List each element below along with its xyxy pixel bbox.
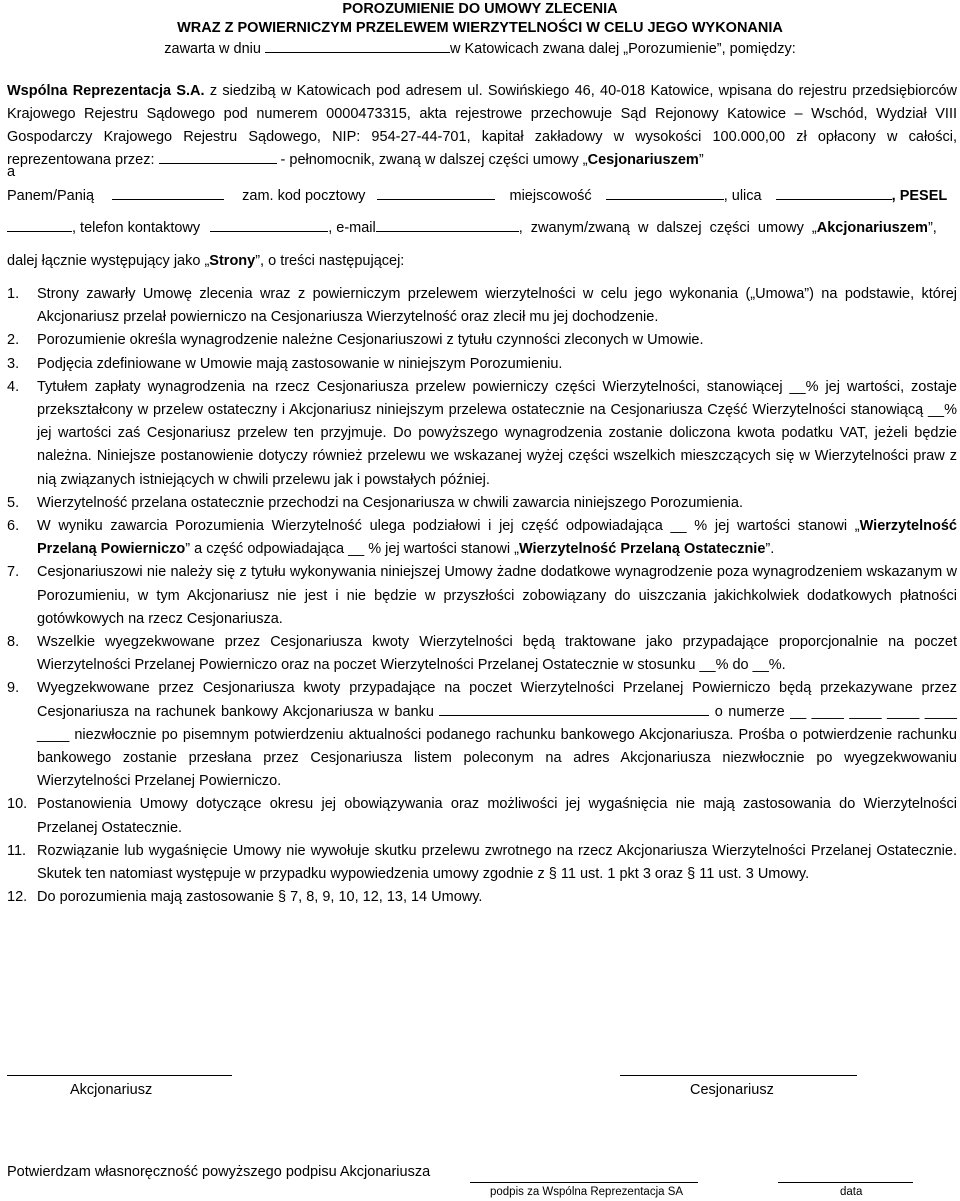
document-title: POROZUMIENIE DO UMOWY ZLECENIA	[342, 1, 618, 17]
term-item	[7, 677, 957, 793]
term-number: 4.	[7, 378, 20, 395]
term-text: Podjęcia zdefiniowane w Umowie mają zastosowanie w niniejszym Porozumieniu.	[37, 355, 563, 372]
term-number: 6.	[7, 518, 20, 535]
term-text: Wszelkie wyegzekwowane przez Cesjonariusza kwoty Wierzytelności będą traktowane jako przypadające proporcjonalnie na poczet Wierzytelności Przelanej Powierniczo oraz na poczet Wierzytelności Przelanej Ostatecznie w stosunku __% do __%.	[37, 634, 957, 674]
party-2-named: , zwanym/zwaną w dalszej części umowy „	[518, 220, 817, 236]
jointly-parties: Strony	[209, 253, 256, 269]
confirmation-text: Potwierdzam własnoręczność powyższego podpisu Akcjonariusza	[7, 1164, 431, 1180]
made-on-place: w Katowicach zwana dalej „Porozumienie”, pomiędzy:	[450, 41, 796, 57]
term-text: W wyniku zawarcia Porozumienia Wierzytelność ulega podziałowi i jej część odpowiadająca __ % jej wartości stanowi „	[37, 518, 860, 535]
made-on-line	[0, 38, 960, 59]
conjunction-a: a	[7, 164, 16, 180]
term-item	[7, 840, 957, 886]
term-text: o numerze __ ____ ____ ____ ____ ____ niezwłocznie po pisemnym potwierdzeniu aktualności podanego rachunku bankowego Akcjonariusza. Prośba o potwierdzenie rachunku bankowego zostanie przesłana przez Cesjonariusza listem poleconym na adres Akcjonariusza niezwłocznie po wyegzekwowaniu Wierzytelności Przelanej Powierniczo.	[37, 703, 957, 790]
term-item	[7, 353, 957, 376]
term-item	[7, 561, 957, 631]
term-item	[7, 515, 957, 561]
party-1-name: Wspólna Reprezentacja S.A.	[7, 83, 205, 99]
term-item	[7, 793, 957, 839]
city-blank-field[interactable]	[606, 185, 724, 200]
party-1-paragraph	[7, 80, 957, 172]
made-on-label: zawarta w dniu	[164, 41, 261, 57]
term-text: Do porozumienia mają zastosowanie § 7, 8, 9, 10, 12, 13, 14 Umowy.	[37, 889, 483, 906]
email-blank-field[interactable]	[376, 217, 519, 232]
date-blank-field[interactable]	[265, 38, 450, 53]
term-number: 3.	[7, 355, 20, 372]
street-blank-field[interactable]	[776, 185, 892, 200]
bank-name-blank-field[interactable]	[439, 701, 709, 716]
term-text: Tytułem zapłaty wynagrodzenia na rzecz Cesjonariusza przelew powierniczy części Wierzytelności, stanowiącej __% jej wartości, zostaje przekształcony w przelew ostateczny i Akcjonariusz niniejszym przelewa ostatecznie na Cesjonariusza Część Wierzytelności stanowiącą __% jej wartości zaś Cesjonariusz przelew ten przyjmuje. Do powyższego wynagrodzenia zostanie doliczona kwota podatku VAT, jeżeli będzie należna. Niniejsze postanowienie dotyczy również przelewu we wskazanej wyżej części wszelkich mieszczących się w Wierzytelności praw z nią związanych istniejących w chwili przelewu jak i powstałych później.	[37, 378, 957, 488]
term-item	[7, 283, 957, 329]
jointly-line	[7, 250, 957, 273]
jointly-text: dalej łącznie występujący jako „	[7, 253, 210, 269]
name-blank-field[interactable]	[112, 185, 224, 200]
term-item	[7, 329, 957, 352]
postal-code-label: zam. kod pocztowy	[242, 188, 366, 204]
term-text: Porozumienie określa wynagrodzenie należne Cesjonariuszowi z tytułu czynności zleconych w Umowie.	[37, 332, 704, 349]
confirmation-signature-label: podpis za Wspólna Reprezentacja SA	[490, 1186, 684, 1198]
term-text: Cesjonariuszowi nie należy się z tytułu wykonywania niniejszej Umowy żadne dodatkowe wynagrodzenie poza wynagrodzeniem wskazanym w Porozumieniu, w tym Akcjonariusz nie jest i nie będzie w przyszłości zobowiązany do uiszczania jakichkolwiek dodatkowych płatności gotówkowych na rzecz Cesjonariusza.	[37, 564, 957, 627]
term-text: Wierzytelność przelana ostatecznie przechodzi na Cesjonariusza w chwili zawarcia niniejszego Porozumienia.	[37, 494, 743, 511]
pesel-blank-field[interactable]	[7, 217, 72, 232]
term-item	[7, 631, 957, 677]
street-label: , ulica	[723, 188, 762, 204]
jointly-end: ”, o treści następującej:	[255, 253, 405, 269]
term-number: 10.	[7, 796, 28, 813]
term-text: Strony zawarły Umowę zlecenia wraz z powierniczym przelewem wierzytelności w celu jego wykonania („Umowa”) na podstawie, której Akcjonariusz przelał powierniczo na Cesjonariusza Wierzytelność oraz zlecił mu jej dochodzenie.	[37, 286, 957, 326]
party-2-role-end: ”,	[927, 220, 937, 236]
party-2-role: Akcjonariuszem	[816, 220, 928, 236]
postal-code-blank-field[interactable]	[377, 185, 495, 200]
term-bold-text: Wierzytelność Przelaną Powierniczo	[37, 518, 957, 558]
confirmation-date-line[interactable]	[778, 1182, 913, 1183]
term-bold-text: Wierzytelność Przelaną Ostatecznie	[518, 541, 766, 558]
term-number: 7.	[7, 564, 20, 581]
shareholder-signature-line[interactable]	[7, 1075, 232, 1076]
term-text: Postanowienia Umowy dotyczące okresu jej obowiązywania oraz możliwości jej wygaśnięcia nie mają zastosowania do Wierzytelności Przelanej Ostatecznie.	[37, 796, 957, 836]
term-number: 2.	[7, 332, 20, 349]
term-item	[7, 492, 957, 515]
term-number: 11.	[7, 842, 27, 859]
assignee-signature-label: Cesjonariusz	[690, 1082, 774, 1098]
term-number: 8.	[7, 634, 20, 651]
party-1-rep-suffix: - pełnomocnik, zwaną w dalszej części umowy „	[276, 152, 588, 168]
term-number: 9.	[7, 680, 20, 697]
party-1-role-end: ”	[698, 152, 704, 168]
assignee-signature-line[interactable]	[620, 1075, 857, 1076]
phone-blank-field[interactable]	[210, 217, 328, 232]
term-number: 1.	[7, 286, 20, 302]
terms-list	[7, 283, 957, 909]
term-text: Rozwiązanie lub wygaśnięcie Umowy nie wywołuje skutku przelewu zwrotnego na rzecz Akcjonariusza Wierzytelności Przelanej Ostatecznie. Skutek ten natomiast występuje w przypadku wypowiedzenia umowy zgodnie z § 11 ust. 1 pkt 3 oraz § 11 ust. 3 Umowy.	[37, 842, 957, 883]
document-subtitle: WRAZ Z POWIERNICZYM PRZELEWEM WIERZYTELNOŚCI W CELU JEGO WYKONANIA	[177, 20, 783, 36]
term-number: 12.	[7, 889, 28, 906]
term-text: Wyegzekwowane przez Cesjonariusza kwoty przypadające na poczet Wierzytelności Przelanej Powierniczo będą przekazywane przez Cesjonariusza na rachunek bankowy Akcjonariusza w banku	[37, 680, 957, 720]
pesel-label: , PESEL	[891, 188, 948, 204]
shareholder-signature-label: Akcjonariusz	[70, 1082, 153, 1098]
salutation-label: Panem/Panią	[7, 188, 95, 204]
term-text: ” a część odpowiadająca __ % jej wartości stanowi „	[185, 541, 519, 558]
term-item	[7, 886, 957, 909]
party-1-role: Cesjonariuszem	[587, 152, 699, 168]
party-1-details: z siedzibą w Katowicach pod adresem ul. Sowińskiego 46, 40-018 Katowice, wpisana do rejestru przedsiębiorców Krajowego Rejestru Sądowego pod numerem 0000473315, akta rejestrowe przechowuje Sąd Rejonowy Katowice – Wschód, Wydział VIII Gospodarczy Krajowego Rejestru Sądowego, NIP: 954-27-44-701, kapitał zakładowy w wysokości 100.000,00 zł opłacony w całości, reprezentowana przez:	[7, 83, 957, 168]
term-number: 5.	[7, 494, 20, 511]
email-label: , e-mail	[328, 220, 376, 236]
city-label: miejscowość	[509, 188, 592, 204]
confirmation-signature-line[interactable]	[470, 1182, 698, 1183]
phone-label: , telefon kontaktowy	[72, 220, 201, 236]
party-2-line-1	[7, 185, 957, 208]
term-item	[7, 376, 957, 492]
party-2-line-2	[7, 217, 957, 240]
term-text: ”.	[765, 541, 775, 558]
confirmation-date-label: data	[840, 1186, 863, 1198]
